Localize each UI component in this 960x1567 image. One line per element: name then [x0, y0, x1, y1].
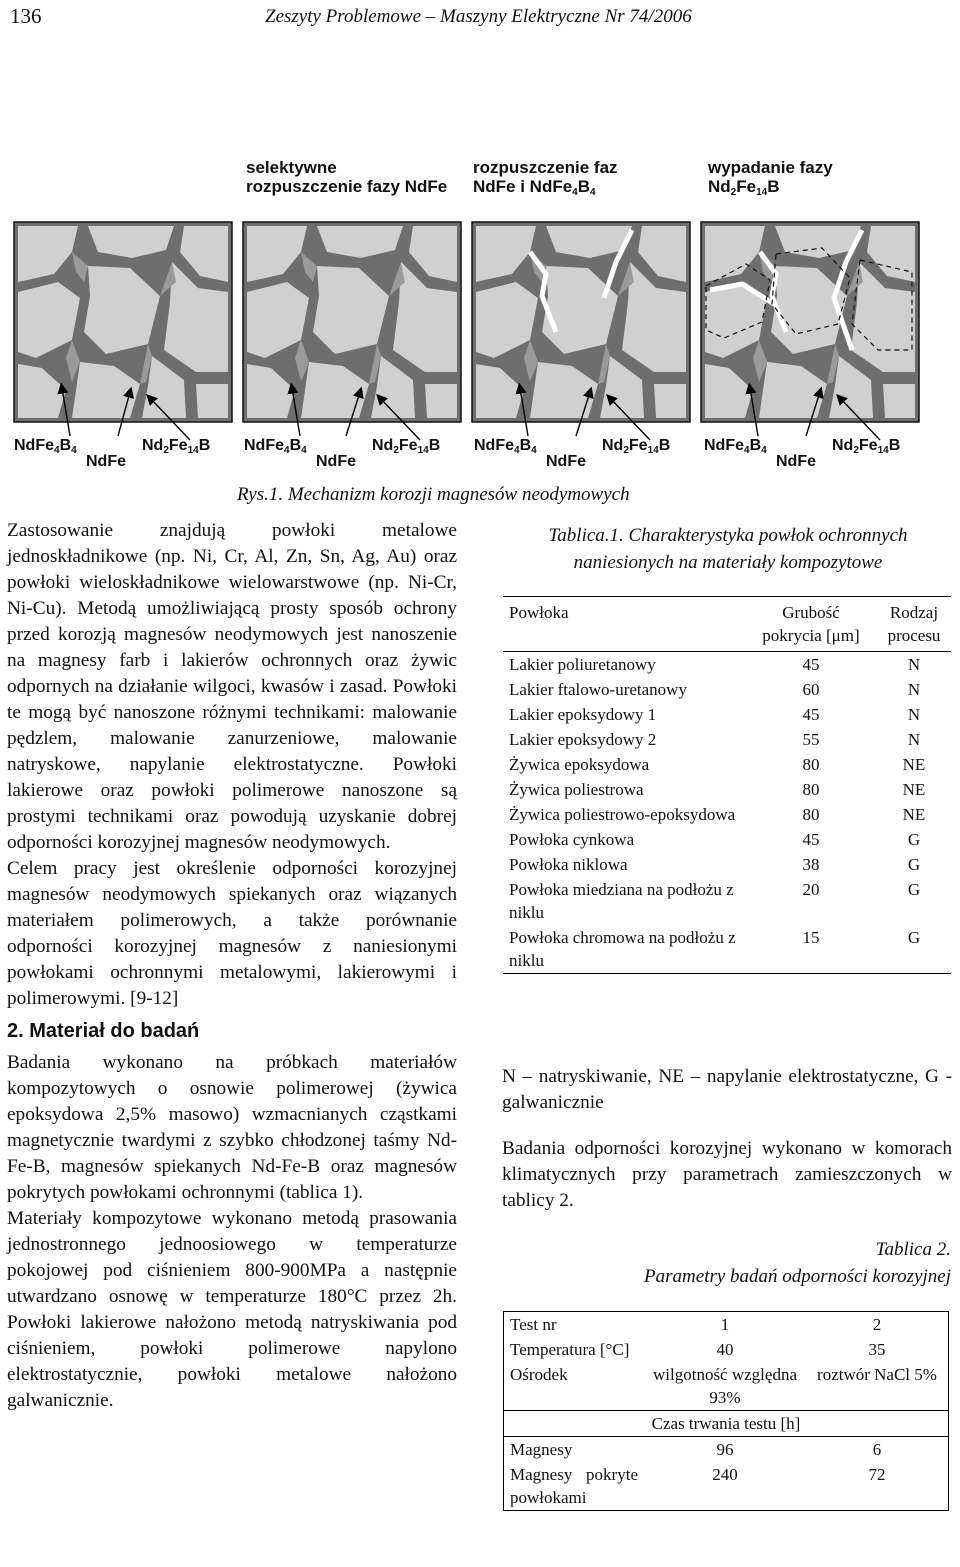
table1-caption: Tablica.1. Charakterystyka powłok ochronnych naniesionych na materiały kompozytowe — [548, 525, 908, 573]
journal-title: Zeszyty Problemowe – Maszyny Elektryczne Nr 74/2006 — [265, 6, 692, 27]
page-number: 136 — [10, 4, 42, 28]
table-row: Żywica poliestrowa 80 NE — [509, 780, 926, 799]
label-nd2fe14b: $Nd_2Fe_{14}B$ — [142, 437, 211, 456]
table2 — [503, 1311, 949, 1511]
label-ndfe4b4: $NdFe_4B_4$ — [244, 437, 307, 456]
paragraph: Materiały kompozytowe wykonano metodą prasowania jednostronnego jednoosiowego w temperaturze pokojowej pod ciśnieniem 800-900MPa a następnie utwardzano osnowę w temperaturze 180°C przez 2h. Powłoki lakierowe nałożono metodą natryskiwania pod ciśnieniem, powłoki polimerowe napylono elektrostatycznie, powłoki metalowe nałożono galwanicznie. — [7, 1208, 457, 1411]
table-row: Ośrodek wilgotność względna 93% roztwór NaCl 5% — [510, 1365, 937, 1407]
label-ndfe4b4: $NdFe_4B_4$ — [14, 437, 77, 456]
label-ndfe4b4: $NdFe_4B_4$ — [704, 437, 767, 456]
table-row: Czas trwania testu [h] — [504, 1411, 949, 1437]
figure-caption: Rys.1. Mechanizm korozji magnesów neodymowych — [237, 484, 630, 505]
paragraph: Celem pracy jest określenie odporności korozyjnej magnesów neodymowych spiekanych oraz wiązanych materiałem polimerowych, a także porównanie odporności korozyjnej magnesów z naniesionymi powłokami ochronnymi metalowymi, lakierowymi i polimerowymi. [9-12] — [7, 858, 457, 1009]
label-ndfe: NdFe — [776, 453, 816, 470]
paragraph: Badania wykonano na próbkach materiałów kompozytowych o osnowie polimerowej (żywica epoksydowa 2,5% masowo) wzmacnianych cząstkami magnetycznie twardymi z szybko chłodzonej taśmy Nd-Fe-B, magnesów spiekanych Nd-Fe-B oraz magnesów pokrytych powłokami ochronnymi (tablica 1). — [7, 1052, 457, 1203]
table-row: Magnesy pokryte powłokami 240 72 — [510, 1465, 886, 1507]
table-row: Lakier ftalowo-uretanowy 60 N — [509, 680, 921, 699]
label-nd2fe14b: $Nd_2Fe_{14}B$ — [602, 437, 671, 456]
table-row: Lakier epoksydowy 2 55 N — [509, 730, 921, 749]
table-row: Powłoka miedziana na podłożu z niklu 20 G — [509, 880, 921, 922]
section-heading: 2. Materiał do badań — [7, 1020, 200, 1042]
table-row: Powłoka niklowa 38 G — [509, 855, 921, 874]
label-nd2fe14b: $Nd_2Fe_{14}B$ — [372, 437, 441, 456]
table-row: Lakier poliuretanowy 45 N — [509, 655, 921, 674]
panel-title-2: rozpuszczenie faz NdFe i $NdFe_4B_4$ — [473, 158, 618, 198]
right-paragraph: Badania odporności korozyjnej wykonano w komorach klimatycznych przy parametrach zamieszczonych w tablicy 2. — [502, 1138, 952, 1211]
table2-caption: Tablica 2. Parametry badań odporności korozyjnej — [644, 1239, 951, 1287]
table-row: Magnesy 96 6 — [510, 1440, 882, 1459]
table-row: Powłoka cynkowa 45 G — [509, 830, 921, 849]
table-header: Grubość pokrycia [μm] — [745, 597, 877, 652]
table-row: Test nr 1 2 — [510, 1315, 882, 1334]
table-row: Żywica poliestrowo-epoksydowa 80 NE — [509, 805, 926, 824]
table1-legend: N – natryskiwanie, NE – napylanie elektrostatyczne, G - galwanicznie — [502, 1066, 952, 1113]
left-column — [7, 518, 457, 1414]
table-header: Powłoka — [503, 597, 745, 652]
label-ndfe: NdFe — [86, 453, 126, 470]
table-row: Powłoka chromowa na podłożu z niklu 15 G — [509, 928, 921, 970]
label-ndfe: NdFe — [546, 453, 586, 470]
table1 — [503, 596, 951, 974]
label-nd2fe14b: $Nd_2Fe_{14}B$ — [832, 437, 901, 456]
table-row: Lakier epoksydowy 1 45 N — [509, 705, 921, 724]
paragraph: Zastosowanie znajdują powłoki metalowe jednoskładnikowe (np. Ni, Cr, Al, Zn, Sn, Ag, Au) oraz powłoki wieloskładnikowe wielowarstwowe (np. Ni-Cr, Ni-Cu). Metodą umożliwiającą prosty sposób ochrony przed korozją magnesów neodymowych jest nanoszenie na magnesy farb i lakierów ochronnych oraz żywic odpornych na działanie wilgoci, kwasów i zasad. Powłoki te mogą być nanoszone różnymi technikami: malowanie pędzlem, malowanie zanurzeniowe, malowanie natryskowe, napylanie elektrostatyczne. Powłoki lakierowe oraz powłoki polimerowe nanoszone są prostymi technikami oraz powodują uzyskanie dobrej odporności korozyjnej magnesów neodymowych. — [7, 520, 457, 853]
label-ndfe4b4: $NdFe_4B_4$ — [474, 437, 537, 456]
panel-title-3: wypadanie fazy $Nd_2Fe_{14}B$ — [708, 158, 833, 198]
panel-title-1: selektywne rozpuszczenie fazy NdFe — [246, 158, 448, 196]
table-header: Rodzaj procesu — [877, 597, 951, 652]
table-row: Temperatura [°C] 40 35 — [510, 1340, 886, 1359]
table-header-row — [503, 597, 951, 652]
label-ndfe: NdFe — [316, 453, 356, 470]
table-row: Żywica epoksydowa 80 NE — [509, 755, 926, 774]
